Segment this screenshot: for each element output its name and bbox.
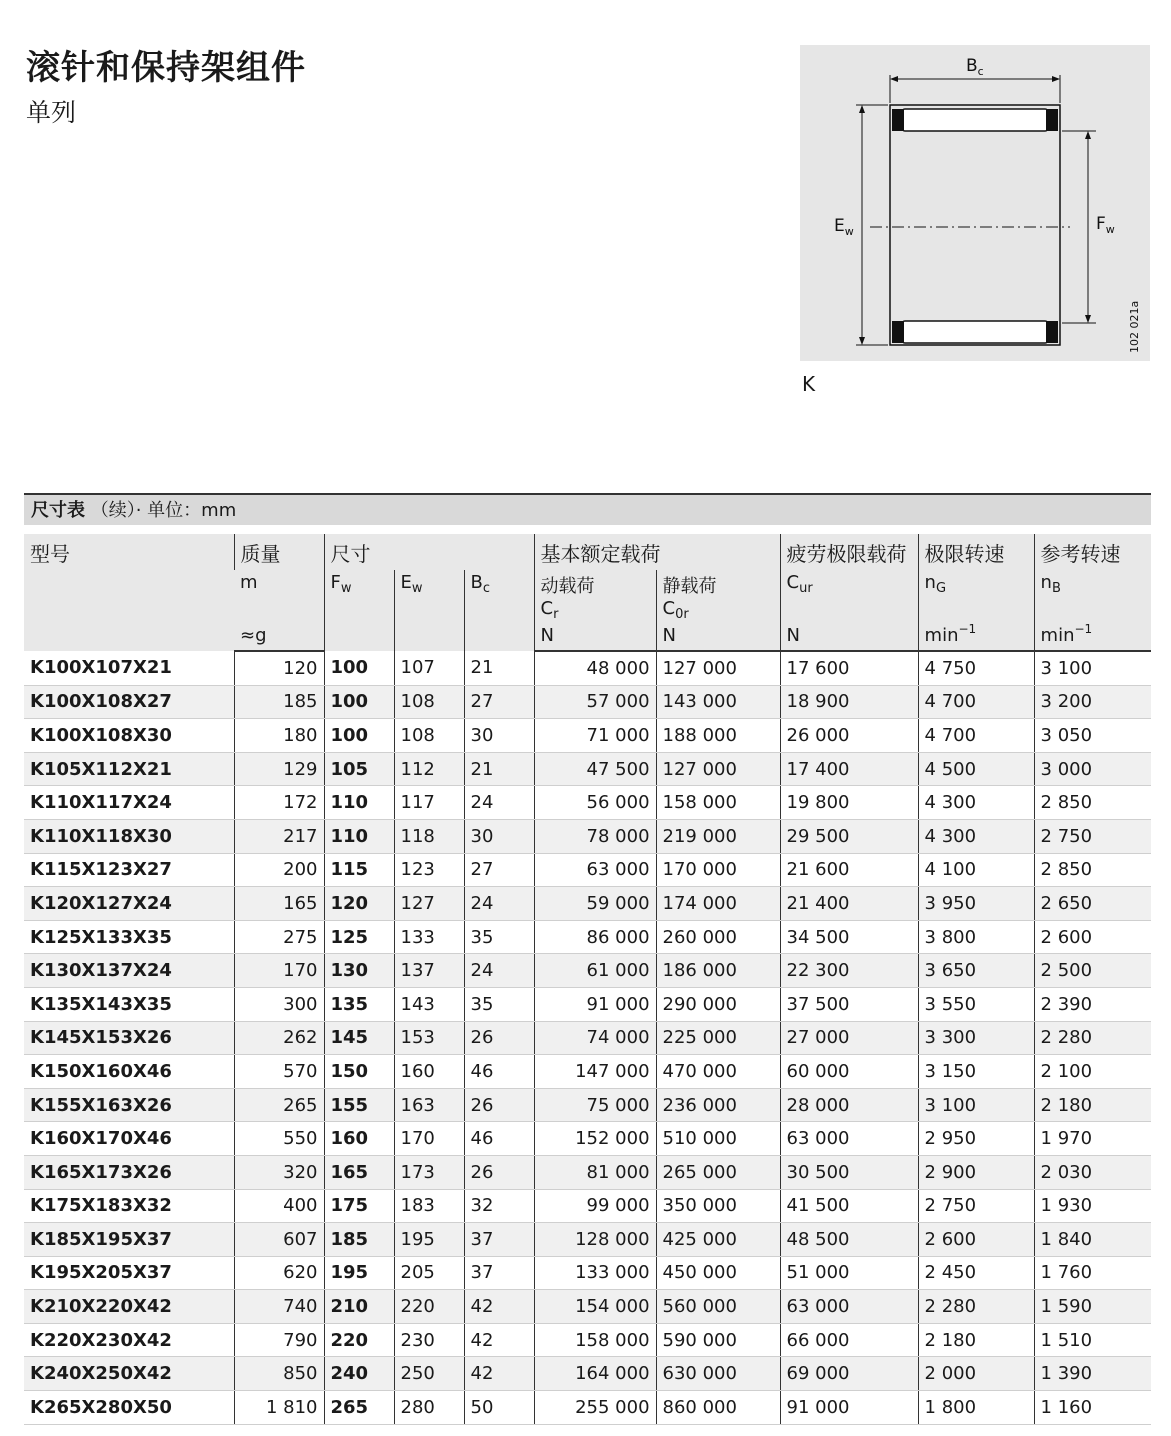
cell-cor: 510 000 — [656, 1122, 780, 1156]
cell-ng: 2 900 — [918, 1155, 1034, 1189]
cell-bc: 50 — [464, 1391, 534, 1425]
cell-mass: 275 — [234, 920, 324, 954]
cell-cur: 30 500 — [780, 1155, 918, 1189]
cell-ew: 127 — [394, 887, 464, 921]
table-row — [24, 719, 1151, 753]
cell-mass: 165 — [234, 887, 324, 921]
cell-bc: 26 — [464, 1088, 534, 1122]
cell-cor: 560 000 — [656, 1290, 780, 1324]
cell-mass: 300 — [234, 987, 324, 1021]
cell-nb: 1 510 — [1034, 1323, 1151, 1357]
cell-ng: 4 700 — [918, 685, 1034, 719]
cell-model: K100X108X27 — [24, 685, 234, 719]
cell-nb: 2 650 — [1034, 887, 1151, 921]
cell-nb: 2 390 — [1034, 987, 1151, 1021]
col-ng-unit: $\min^{-1}$ — [918, 622, 1034, 651]
cell-cur: 41 500 — [780, 1189, 918, 1223]
cell-fw: 115 — [324, 853, 394, 887]
cell-fw: 110 — [324, 786, 394, 820]
cell-cor: 219 000 — [656, 819, 780, 853]
col-cur-unit: N — [780, 622, 918, 651]
cell-cr: 99 000 — [534, 1189, 656, 1223]
cell-cr: 133 000 — [534, 1256, 656, 1290]
cell-nb: 2 600 — [1034, 920, 1151, 954]
cell-ew: 173 — [394, 1155, 464, 1189]
table-row — [24, 887, 1151, 921]
cell-fw: 100 — [324, 719, 394, 753]
table-row — [24, 1223, 1151, 1257]
cell-nb: 1 160 — [1034, 1391, 1151, 1425]
cell-mass: 185 — [234, 685, 324, 719]
cell-ng: 2 600 — [918, 1223, 1034, 1257]
cell-cur: 63 000 — [780, 1290, 918, 1324]
table-row — [24, 920, 1151, 954]
cell-bc: 24 — [464, 887, 534, 921]
cell-model: K110X118X30 — [24, 819, 234, 853]
cell-bc: 24 — [464, 954, 534, 988]
table-caption: 尺寸表 （续）· 单位：mm — [24, 493, 1151, 525]
table-row — [24, 685, 1151, 719]
col-dynamic-load: 动载荷 $C_r$ — [534, 570, 656, 622]
cell-bc: 24 — [464, 786, 534, 820]
cell-fw: 150 — [324, 1055, 394, 1089]
dimension-table — [24, 534, 1151, 1425]
cell-mass: 180 — [234, 719, 324, 753]
page-subtitle: 单列 — [26, 98, 77, 127]
cell-cur: 37 500 — [780, 987, 918, 1021]
cell-cor: 590 000 — [656, 1323, 780, 1357]
cell-nb: 3 200 — [1034, 685, 1151, 719]
table-row — [24, 1155, 1151, 1189]
cell-bc: 46 — [464, 1055, 534, 1089]
cell-ng: 3 950 — [918, 887, 1034, 921]
cell-ew: 220 — [394, 1290, 464, 1324]
cell-ew: 230 — [394, 1323, 464, 1357]
cell-fw: 195 — [324, 1256, 394, 1290]
cell-ng: 2 950 — [918, 1122, 1034, 1156]
table-row — [24, 1357, 1151, 1391]
cell-ng: 3 650 — [918, 954, 1034, 988]
cell-model: K135X143X35 — [24, 987, 234, 1021]
cell-model: K120X127X24 — [24, 887, 234, 921]
cell-fw: 240 — [324, 1357, 394, 1391]
cell-nb: 1 970 — [1034, 1122, 1151, 1156]
cell-fw: 220 — [324, 1323, 394, 1357]
cell-cur: 28 000 — [780, 1088, 918, 1122]
cell-ng: 3 150 — [918, 1055, 1034, 1089]
cell-nb: 3 000 — [1034, 752, 1151, 786]
cell-fw: 210 — [324, 1290, 394, 1324]
cell-cur: 63 000 — [780, 1122, 918, 1156]
cell-ng: 2 000 — [918, 1357, 1034, 1391]
cell-ew: 112 — [394, 752, 464, 786]
table-body — [24, 651, 1151, 1424]
cell-cr: 86 000 — [534, 920, 656, 954]
cell-model: K150X160X46 — [24, 1055, 234, 1089]
cell-bc: 35 — [464, 920, 534, 954]
cell-mass: 265 — [234, 1088, 324, 1122]
cell-model: K105X112X21 — [24, 752, 234, 786]
cell-ew: 205 — [394, 1256, 464, 1290]
cell-cr: 147 000 — [534, 1055, 656, 1089]
table-row — [24, 1290, 1151, 1324]
cell-mass: 262 — [234, 1021, 324, 1055]
table-row — [24, 1189, 1151, 1223]
cell-bc: 35 — [464, 987, 534, 1021]
cell-bc: 26 — [464, 1021, 534, 1055]
table-row — [24, 987, 1151, 1021]
cell-nb: 1 840 — [1034, 1223, 1151, 1257]
cell-cur: 27 000 — [780, 1021, 918, 1055]
cell-ng: 4 100 — [918, 853, 1034, 887]
cell-cor: 186 000 — [656, 954, 780, 988]
cell-fw: 160 — [324, 1122, 394, 1156]
cell-cr: 61 000 — [534, 954, 656, 988]
cell-model: K220X230X42 — [24, 1323, 234, 1357]
table-row — [24, 752, 1151, 786]
cell-fw: 265 — [324, 1391, 394, 1425]
col-ref-speed: 参考转速 — [1034, 534, 1151, 570]
col-mass-unit: ≈g — [234, 622, 324, 651]
table-row — [24, 853, 1151, 887]
cell-ng: 2 280 — [918, 1290, 1034, 1324]
cell-cur: 26 000 — [780, 719, 918, 753]
cell-ng: 4 700 — [918, 719, 1034, 753]
cell-cr: 158 000 — [534, 1323, 656, 1357]
col-ng: $n_G$ — [918, 570, 1034, 622]
table-row — [24, 1021, 1151, 1055]
table-row — [24, 819, 1151, 853]
cell-cor: 174 000 — [656, 887, 780, 921]
cell-cur: 91 000 — [780, 1391, 918, 1425]
cell-mass: 570 — [234, 1055, 324, 1089]
cell-bc: 30 — [464, 819, 534, 853]
cell-model: K195X205X37 — [24, 1256, 234, 1290]
cell-ew: 143 — [394, 987, 464, 1021]
cell-mass: 172 — [234, 786, 324, 820]
table-row — [24, 1256, 1151, 1290]
cell-bc: 42 — [464, 1290, 534, 1324]
cell-cur: 17 600 — [780, 651, 918, 685]
cell-mass: 400 — [234, 1189, 324, 1223]
table-row — [24, 1088, 1151, 1122]
cell-model: K145X153X26 — [24, 1021, 234, 1055]
col-mass-symbol: m — [234, 570, 324, 622]
table-row — [24, 954, 1151, 988]
cell-ng: 2 450 — [918, 1256, 1034, 1290]
cell-model: K240X250X42 — [24, 1357, 234, 1391]
cell-nb: 2 100 — [1034, 1055, 1151, 1089]
table-row — [24, 651, 1151, 685]
col-mass: 质量 — [234, 534, 324, 570]
cell-ng: 2 750 — [918, 1189, 1034, 1223]
cell-ng: 1 800 — [918, 1391, 1034, 1425]
cell-nb: 1 930 — [1034, 1189, 1151, 1223]
fw-dimension-label: $F_w$ — [1096, 214, 1115, 236]
cell-cr: 255 000 — [534, 1391, 656, 1425]
cell-mass: 740 — [234, 1290, 324, 1324]
cell-ew: 160 — [394, 1055, 464, 1089]
cell-ew: 108 — [394, 685, 464, 719]
cell-cor: 265 000 — [656, 1155, 780, 1189]
cell-nb: 2 750 — [1034, 819, 1151, 853]
cell-fw: 185 — [324, 1223, 394, 1257]
cell-cor: 188 000 — [656, 719, 780, 753]
cell-fw: 130 — [324, 954, 394, 988]
cell-ng: 3 800 — [918, 920, 1034, 954]
cell-cur: 29 500 — [780, 819, 918, 853]
col-cr-unit: N — [534, 622, 656, 651]
cell-ew: 133 — [394, 920, 464, 954]
cell-cr: 91 000 — [534, 987, 656, 1021]
dimension-table-section — [24, 493, 1151, 1425]
cell-mass: 170 — [234, 954, 324, 988]
cell-cor: 450 000 — [656, 1256, 780, 1290]
cell-ng: 2 180 — [918, 1323, 1034, 1357]
cell-cr: 63 000 — [534, 853, 656, 887]
bc-dimension-label: $B_c$ — [966, 56, 984, 78]
cell-cr: 75 000 — [534, 1088, 656, 1122]
cell-nb: 2 850 — [1034, 853, 1151, 887]
cell-ew: 195 — [394, 1223, 464, 1257]
cell-mass: 1 810 — [234, 1391, 324, 1425]
cell-cur: 51 000 — [780, 1256, 918, 1290]
cell-cor: 170 000 — [656, 853, 780, 887]
cell-ew: 163 — [394, 1088, 464, 1122]
cell-nb: 1 390 — [1034, 1357, 1151, 1391]
cell-fw: 120 — [324, 887, 394, 921]
cell-nb: 2 280 — [1034, 1021, 1151, 1055]
col-bc: $B_c$ — [464, 570, 534, 651]
cell-cor: 127 000 — [656, 752, 780, 786]
cell-cur: 22 300 — [780, 954, 918, 988]
cell-cor: 290 000 — [656, 987, 780, 1021]
cell-cor: 225 000 — [656, 1021, 780, 1055]
cell-cur: 19 800 — [780, 786, 918, 820]
cell-bc: 42 — [464, 1357, 534, 1391]
col-cor-unit: N — [656, 622, 780, 651]
cell-bc: 21 — [464, 752, 534, 786]
cell-model: K210X220X42 — [24, 1290, 234, 1324]
cell-ew: 280 — [394, 1391, 464, 1425]
cell-cur: 21 400 — [780, 887, 918, 921]
cell-cr: 164 000 — [534, 1357, 656, 1391]
cell-ew: 107 — [394, 651, 464, 685]
cell-fw: 125 — [324, 920, 394, 954]
cell-cr: 78 000 — [534, 819, 656, 853]
col-cur: $C_{ur}$ — [780, 570, 918, 622]
cell-cr: 56 000 — [534, 786, 656, 820]
cell-cur: 48 500 — [780, 1223, 918, 1257]
cell-bc: 21 — [464, 651, 534, 685]
cell-model: K100X108X30 — [24, 719, 234, 753]
cell-cur: 69 000 — [780, 1357, 918, 1391]
col-fw: $F_w$ — [324, 570, 394, 651]
cell-ew: 108 — [394, 719, 464, 753]
cell-nb: 3 050 — [1034, 719, 1151, 753]
cell-mass: 120 — [234, 651, 324, 685]
cell-cur: 34 500 — [780, 920, 918, 954]
table-row — [24, 786, 1151, 820]
cell-mass: 217 — [234, 819, 324, 853]
cell-model: K130X137X24 — [24, 954, 234, 988]
cell-ng: 3 100 — [918, 1088, 1034, 1122]
cell-mass: 550 — [234, 1122, 324, 1156]
col-dimensions: 尺寸 — [324, 534, 534, 570]
col-nb: $n_B$ — [1034, 570, 1151, 622]
cell-fw: 100 — [324, 685, 394, 719]
ew-dimension-label: $E_w$ — [834, 216, 854, 238]
cell-nb: 1 590 — [1034, 1290, 1151, 1324]
cell-ew: 250 — [394, 1357, 464, 1391]
cell-fw: 135 — [324, 987, 394, 1021]
figure-ref-number: 102 021a — [1128, 300, 1141, 353]
cell-cur: 17 400 — [780, 752, 918, 786]
table-row — [24, 1323, 1151, 1357]
cell-cor: 470 000 — [656, 1055, 780, 1089]
cell-cur: 18 900 — [780, 685, 918, 719]
cell-cur: 60 000 — [780, 1055, 918, 1089]
col-static-load: 静载荷 $C_{0r}$ — [656, 570, 780, 622]
cell-model: K160X170X46 — [24, 1122, 234, 1156]
cell-bc: 30 — [464, 719, 534, 753]
cell-bc: 42 — [464, 1323, 534, 1357]
page-title: 滚针和保持架组件 — [26, 48, 306, 88]
cell-mass: 129 — [234, 752, 324, 786]
cell-cor: 630 000 — [656, 1357, 780, 1391]
cell-cor: 127 000 — [656, 651, 780, 685]
cell-ew: 170 — [394, 1122, 464, 1156]
table-row — [24, 1055, 1151, 1089]
cell-bc: 46 — [464, 1122, 534, 1156]
col-nb-unit: $\min^{-1}$ — [1034, 622, 1151, 651]
cell-ng: 3 550 — [918, 987, 1034, 1021]
cell-fw: 175 — [324, 1189, 394, 1223]
cell-ng: 4 500 — [918, 752, 1034, 786]
cell-bc: 27 — [464, 853, 534, 887]
cell-ew: 137 — [394, 954, 464, 988]
cell-ng: 4 750 — [918, 651, 1034, 685]
cell-ew: 153 — [394, 1021, 464, 1055]
cell-bc: 37 — [464, 1223, 534, 1257]
cell-nb: 2 500 — [1034, 954, 1151, 988]
cell-mass: 200 — [234, 853, 324, 887]
cell-cr: 59 000 — [534, 887, 656, 921]
cell-cr: 152 000 — [534, 1122, 656, 1156]
cell-bc: 26 — [464, 1155, 534, 1189]
cell-model: K125X133X35 — [24, 920, 234, 954]
cell-bc: 37 — [464, 1256, 534, 1290]
cell-cr: 128 000 — [534, 1223, 656, 1257]
table-row — [24, 1122, 1151, 1156]
cell-cur: 21 600 — [780, 853, 918, 887]
cell-cor: 425 000 — [656, 1223, 780, 1257]
cell-nb: 1 760 — [1034, 1256, 1151, 1290]
cell-cor: 350 000 — [656, 1189, 780, 1223]
col-basic-load: 基本额定载荷 — [534, 534, 780, 570]
cell-cor: 860 000 — [656, 1391, 780, 1425]
cell-cr: 47 500 — [534, 752, 656, 786]
cell-ng: 3 300 — [918, 1021, 1034, 1055]
cell-nb: 3 100 — [1034, 651, 1151, 685]
cell-cr: 57 000 — [534, 685, 656, 719]
cell-cur: 66 000 — [780, 1323, 918, 1357]
cell-fw: 155 — [324, 1088, 394, 1122]
figure-label: K — [802, 372, 816, 396]
cell-bc: 32 — [464, 1189, 534, 1223]
cell-cor: 260 000 — [656, 920, 780, 954]
col-limit-speed: 极限转速 — [918, 534, 1034, 570]
cell-cr: 71 000 — [534, 719, 656, 753]
cell-nb: 2 850 — [1034, 786, 1151, 820]
cell-fw: 165 — [324, 1155, 394, 1189]
cell-cr: 154 000 — [534, 1290, 656, 1324]
cell-model: K165X173X26 — [24, 1155, 234, 1189]
cell-cor: 158 000 — [656, 786, 780, 820]
cell-ew: 183 — [394, 1189, 464, 1223]
cell-model: K185X195X37 — [24, 1223, 234, 1257]
cell-nb: 2 030 — [1034, 1155, 1151, 1189]
bearing-diagram — [800, 45, 1150, 361]
cell-mass: 850 — [234, 1357, 324, 1391]
cell-mass: 790 — [234, 1323, 324, 1357]
cell-cor: 236 000 — [656, 1088, 780, 1122]
cell-fw: 145 — [324, 1021, 394, 1055]
cell-fw: 105 — [324, 752, 394, 786]
cell-model: K175X183X32 — [24, 1189, 234, 1223]
cell-ew: 118 — [394, 819, 464, 853]
cell-ew: 117 — [394, 786, 464, 820]
col-ew: $E_w$ — [394, 570, 464, 651]
cell-model: K115X123X27 — [24, 853, 234, 887]
cell-mass: 607 — [234, 1223, 324, 1257]
cell-ng: 4 300 — [918, 786, 1034, 820]
cell-cor: 143 000 — [656, 685, 780, 719]
cell-mass: 320 — [234, 1155, 324, 1189]
col-fatigue-load: 疲劳极限载荷 — [780, 534, 918, 570]
cell-mass: 620 — [234, 1256, 324, 1290]
cell-model: K110X117X24 — [24, 786, 234, 820]
cell-bc: 27 — [464, 685, 534, 719]
cell-fw: 100 — [324, 651, 394, 685]
cell-nb: 2 180 — [1034, 1088, 1151, 1122]
cell-ew: 123 — [394, 853, 464, 887]
cell-model: K155X163X26 — [24, 1088, 234, 1122]
cell-fw: 110 — [324, 819, 394, 853]
cell-cr: 81 000 — [534, 1155, 656, 1189]
cell-model: K265X280X50 — [24, 1391, 234, 1425]
cell-ng: 4 300 — [918, 819, 1034, 853]
col-model: 型号 — [24, 534, 234, 651]
cell-cr: 74 000 — [534, 1021, 656, 1055]
table-row — [24, 1391, 1151, 1425]
cell-cr: 48 000 — [534, 651, 656, 685]
cell-model: K100X107X21 — [24, 651, 234, 685]
